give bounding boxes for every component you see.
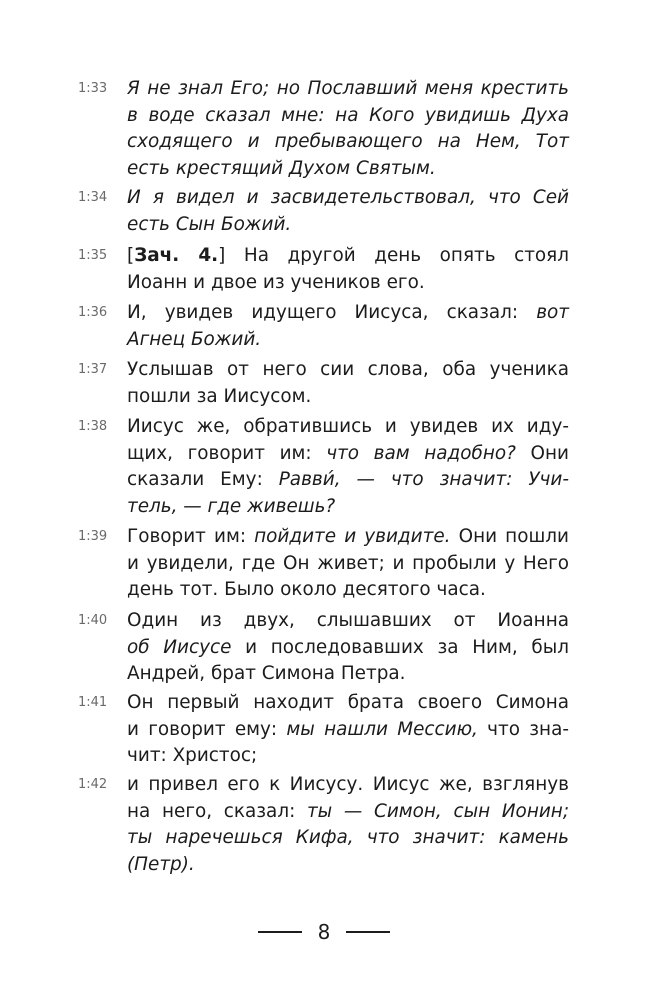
italic-text: сходящего и пребывающего на Нем, Тот [127,131,569,152]
verse-text: и говорит ему: [127,718,287,740]
verse-text: [ [127,245,135,266]
verse-text: сказали Ему: [127,469,279,490]
verse-line [127,635,569,661]
page-number: 8 [317,920,331,944]
verse-line [127,212,569,238]
verse-number: 1:41 [78,695,108,710]
verse-line [127,690,569,716]
verse-number: 1:40 [78,613,108,628]
verse-line [127,156,569,182]
verse-number: 1:36 [78,305,108,320]
verse-line [127,743,569,769]
verse-text: чит: Христос; [127,745,258,766]
verse-line [127,441,569,467]
italic-text: есть Сын Божий. [127,213,292,235]
verse-line [127,825,569,851]
verse-text: Говорит им: [127,526,255,547]
verse-text: и последовавших за Ним, был [231,636,569,658]
verse-line [127,608,569,634]
verse-text: И, увидев идущего Иисуса, сказал: [127,302,537,323]
verse-line [127,384,569,410]
verse-text: Иисус же, обратившись и увидев их иду- [127,416,569,437]
verse-text: и привел его к Иисусу. Иисус же, взглянув [127,774,569,795]
verse-text: Они [515,442,569,464]
verse-line [127,577,569,603]
verse-line [127,414,569,440]
verse-text: ] На другой день опять стоял [218,245,569,266]
verse-line [127,76,569,102]
verse-text: щих, говорит им: [127,442,327,464]
verse-text: на него, сказал: [127,800,307,822]
verse-line [127,772,569,798]
verse-line [127,327,569,353]
verse-text: Услышав от него сии слова, оба ученика [127,359,569,380]
verse-number: 1:34 [78,190,108,205]
verse-text: день тот. Было около десятого часа. [127,579,486,600]
italic-text: пойдите и увидите. [254,526,451,547]
verse-number: 1:38 [78,419,108,434]
italic-text: вот [536,302,569,323]
verse-line [127,103,569,129]
verse-text: Андрей, брат Симона Петра. [127,663,406,684]
verse-number: 1:33 [78,81,108,96]
verse-number: 1:35 [78,248,108,263]
italic-text: ты наречешься Кифа, что значит: камень [127,827,569,848]
verse-text: что зна- [477,718,569,740]
italic-text: Агнец Божий. [127,328,262,350]
verse-text: пошли за Иисусом. [127,385,312,407]
verse-line [127,799,569,825]
verse-line [127,661,569,687]
italic-text: Равви́, — что значит: Учи- [278,469,569,490]
verse-line [127,852,569,878]
verse-text: Они пошли [450,526,569,547]
verse-line [127,494,569,520]
verse-line [127,300,569,326]
footer-rule-right [346,931,390,933]
verse-line [127,270,569,296]
verse-line [127,467,569,493]
verse-number: 1:42 [78,777,108,792]
verse-number: 1:39 [78,529,108,544]
verse-line [127,524,569,550]
bold-text: Зач. 4. [134,245,219,266]
italic-text: есть крестящий Духом Святым. [127,157,436,179]
verse-line [127,243,569,269]
verse-text: Иоанн и двое из учеников его. [127,271,425,293]
italic-text: Я не знал Его; но Пославший меня крестить [127,78,569,99]
italic-text: тель, — где живешь? [127,495,336,517]
verse-text: и увидели, где Он живет; и пробыли у Него [127,552,569,574]
page-footer [0,918,648,948]
verse-line [127,129,569,155]
verse-line [127,717,569,743]
italic-text: (Петр). [127,853,195,875]
italic-text: что вам надобно? [326,442,516,464]
italic-text: в воде сказал мне: на Кого увидишь Духа [127,104,569,126]
verse-text: Он первый находит брата своего Симона [127,692,569,713]
italic-text: мы нашли Мессию, [286,718,478,740]
italic-text: об Иисусе [127,636,232,658]
verse-number: 1:37 [78,362,108,377]
verse-text: Один из двух, слышавших от Иоанна [127,610,569,631]
verse-line [127,551,569,577]
verse-line [127,185,569,211]
italic-text: И я видел и засвидетельствовал, что Сей [127,187,569,208]
italic-text: ты — Симон, сын Ионин; [306,800,570,822]
verse-line [127,357,569,383]
